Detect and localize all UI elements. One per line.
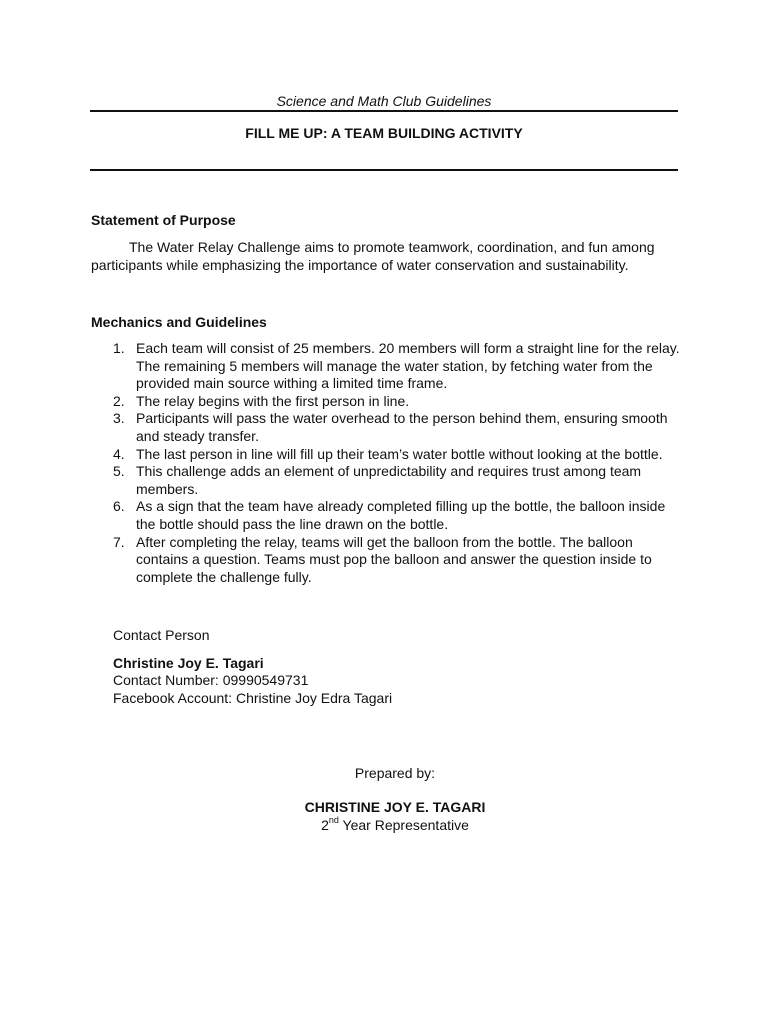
list-item-text: The last person in line will fill up their team’s water bottle without looking at the bottle. bbox=[136, 445, 663, 462]
contact-person-name: Christine Joy E. Tagari bbox=[113, 655, 264, 671]
document-subtitle: Science and Math Club Guidelines bbox=[276, 93, 492, 109]
list-item bbox=[91, 393, 681, 411]
header-bottom-rule bbox=[90, 169, 678, 171]
list-item-text: This challenge adds an element of unpredictability and requires trust among team members. bbox=[136, 463, 642, 497]
purpose-heading: Statement of Purpose bbox=[91, 212, 236, 228]
preparer-role-suffix: nd bbox=[328, 815, 339, 826]
list-item-number: 7. bbox=[113, 533, 125, 550]
list-item-number: 3. bbox=[113, 410, 125, 427]
list-item bbox=[91, 410, 681, 445]
preparer-name: CHRISTINE JOY E. TAGARI bbox=[304, 799, 486, 815]
list-item-number: 2. bbox=[113, 392, 125, 409]
list-item-text: Participants will pass the water overhead to the person behind them, ensuring smooth and steady transfer. bbox=[136, 410, 668, 444]
list-item bbox=[91, 446, 681, 464]
list-item bbox=[91, 534, 681, 587]
contact-facebook: Facebook Account: Christine Joy Edra Tagari bbox=[113, 690, 393, 706]
list-item bbox=[91, 463, 681, 498]
preparer-role-text: Year Representative bbox=[338, 817, 469, 833]
list-item-number: 5. bbox=[113, 463, 125, 480]
preparer-role-year: 2 bbox=[321, 817, 329, 833]
list-item-number: 1. bbox=[113, 340, 125, 356]
contact-number: Contact Number: 09990549731 bbox=[113, 672, 309, 688]
list-item-text: After completing the relay, teams will get the balloon from the bottle. The balloon contains a question. Teams must pop the balloon and answer the question inside to complete the challenge fully. bbox=[136, 533, 652, 585]
list-item bbox=[91, 340, 681, 393]
list-item-number: 6. bbox=[113, 498, 125, 515]
contact-person-label: Contact Person bbox=[113, 627, 210, 643]
document-title: FILL ME UP: A TEAM BUILDING ACTIVITY bbox=[245, 125, 523, 141]
preparer-role bbox=[0, 816, 768, 834]
mechanics-heading: Mechanics and Guidelines bbox=[91, 314, 267, 330]
list-item-text: The relay begins with the first person in line. bbox=[136, 392, 410, 409]
list-item-text: Each team will consist of 25 members. 20 members will form a straight line for the relay. The remaining 5 members will manage the water station, by fetching water from the provided main source withing a limited time frame. bbox=[136, 340, 680, 392]
header-top-rule bbox=[90, 110, 678, 112]
list-item-number: 4. bbox=[113, 445, 125, 462]
list-item bbox=[91, 498, 681, 533]
list-item-text: As a sign that the team have already completed filling up the bottle, the balloon inside the bottle should pass the line drawn on the bottle. bbox=[136, 498, 666, 532]
purpose-paragraph: The Water Relay Challenge aims to promote teamwork, coordination, and fun among participants while emphasizing the importance of water conservation and sustainability. bbox=[91, 239, 655, 273]
prepared-by-label: Prepared by: bbox=[354, 765, 436, 781]
mechanics-list bbox=[91, 340, 681, 586]
